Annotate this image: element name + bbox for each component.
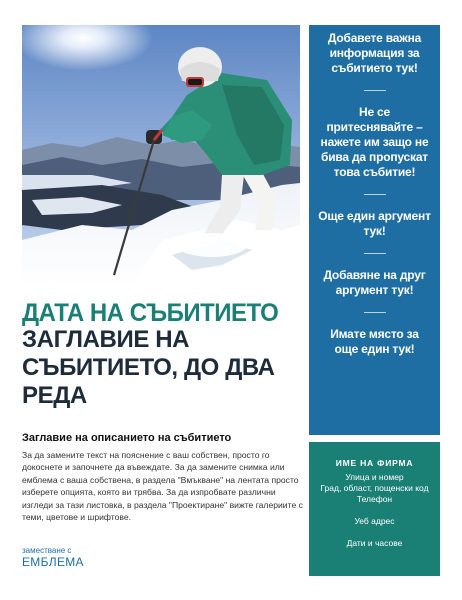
skier-photo	[22, 25, 300, 285]
divider	[364, 90, 386, 91]
highlight-5[interactable]: Имате място за още един тук!	[330, 327, 419, 356]
highlights-panel	[309, 25, 440, 435]
logo-line-1: заместване с	[22, 546, 72, 555]
logo-line-2: ЕМБЛЕМА	[22, 555, 84, 569]
event-date[interactable]: ДАТА НА СЪБИТИЕТО	[22, 298, 279, 328]
web-address[interactable]: Уеб адрес	[354, 516, 395, 526]
divider	[364, 312, 386, 313]
highlight-4[interactable]: Добавяне на друг аргумент тук!	[323, 268, 426, 297]
divider	[364, 194, 386, 195]
dates-times[interactable]: Дати и часове	[346, 538, 403, 548]
contact-panel	[309, 442, 440, 576]
description-body[interactable]: За да замените текст на пояснение с ваш собствен, просто го докоснете и започнете да въвеждате. За да замените снимка или емблема с ваша собствена, в раздела "Вмъкване" на лентата просто изберете опцията, която ви трябва. За да изпробвате различни изгледи за тази листовка, в раздела "Проектиране" вижте галериите с теми, цветове и шрифтове.	[22, 450, 303, 523]
highlight-2[interactable]: Не се притеснявайте – нажете им защо не бива да пропускат това събитие!	[320, 105, 429, 179]
highlight-3[interactable]: Още един аргумент тук!	[318, 209, 431, 238]
street-address[interactable]: Улица и номер	[345, 472, 404, 482]
company-name[interactable]: ИМЕ НА ФИРМА	[335, 458, 414, 468]
phone[interactable]: Телефон	[356, 494, 393, 504]
highlight-1[interactable]: Добавете важна информация за събитието тук!	[327, 31, 422, 75]
divider	[364, 253, 386, 254]
logo-placeholder[interactable]	[22, 546, 84, 569]
skier-image	[22, 25, 300, 285]
city-state-zip[interactable]: Град, област, пощенски код	[320, 483, 429, 493]
event-title[interactable]: ЗАГЛАВИЕ НА СЪБИТИЕТО, ДО ДВА РЕДА	[22, 326, 275, 409]
description-heading[interactable]: Заглавие на описанието на събитието	[22, 432, 232, 444]
